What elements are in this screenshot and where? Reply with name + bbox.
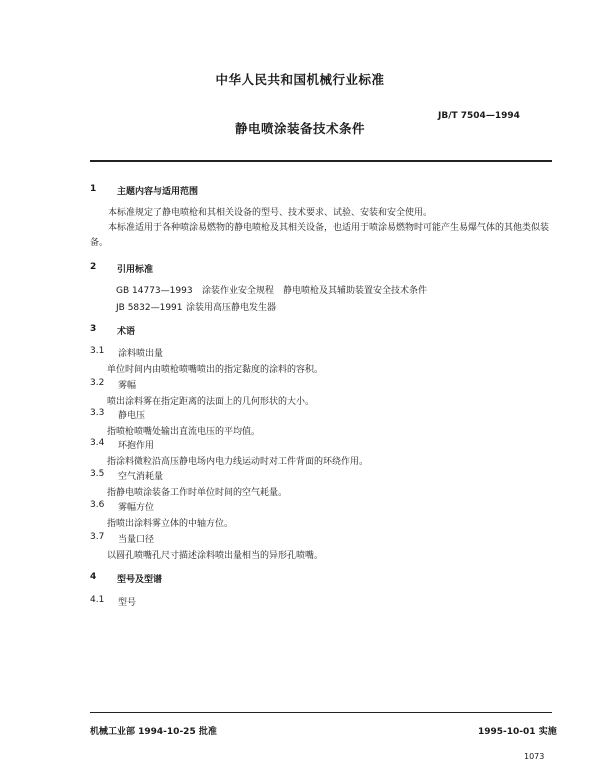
term-definition: 单位时间内由喷枪喷嘴喷出的指定黏度的涂料的容积。: [107, 365, 324, 375]
footer-rule: [90, 712, 552, 713]
effective-date: 1995-10-01 实施: [478, 727, 557, 737]
section-2-title: 引用标准: [117, 265, 154, 275]
term-name: 雾幅方位: [118, 503, 155, 513]
term-definition: 喷出涂料雾在指定距离的法面上的几何形状的大小。: [107, 397, 315, 407]
term-definition: 以圆孔喷嘴孔尺寸描述涂料喷出量相当的异形孔喷嘴。: [107, 551, 324, 561]
subsection-number: 4.1: [90, 595, 105, 605]
term-name: 环抱作用: [118, 441, 155, 451]
section-1-number: 1: [90, 184, 97, 194]
section-4-number: 4: [90, 572, 97, 582]
doc-title: 静电喷涂装备技术条件: [234, 121, 365, 136]
approval-date: 机械工业部 1994-10-25 批准: [90, 727, 217, 737]
term-definition: 指涂料微粒沿高压静电场内电力线运动时对工件背面的环绕作用。: [107, 457, 369, 467]
term-definition: 指静电喷涂装备工作时单位时间的空气耗量。: [107, 488, 288, 498]
page-number: 1073: [524, 752, 545, 761]
term-name: 空气消耗量: [118, 472, 164, 482]
header-rule: [90, 160, 552, 162]
reference-item: [116, 283, 427, 296]
org-title: 中华人民共和国机械行业标准: [215, 72, 385, 87]
section-4-title: 型号及型谱: [117, 575, 163, 585]
term-number: 3.7: [90, 532, 105, 542]
term-number: 3.6: [90, 500, 105, 510]
term-definition: 指喷出涂料雾立体的中轴方位。: [107, 519, 234, 529]
term-number: 3.1: [90, 346, 105, 356]
term-number: 3.3: [90, 408, 105, 418]
reference-name: 涂装用高压静电发生器: [186, 303, 277, 313]
section-3-title: 术语: [117, 327, 136, 337]
term-number: 3.4: [90, 438, 105, 448]
term-number: 3.2: [90, 378, 105, 388]
term-name: 涂料喷出量: [118, 349, 164, 359]
reference-name: 涂装作业安全规程 静电喷枪及其辅助装置安全技术条件: [202, 286, 428, 296]
section-3-number: 3: [90, 324, 97, 334]
subsection-title: 型号: [118, 598, 137, 608]
standard-code: JB/T 7504—1994: [438, 111, 520, 121]
section-1-para-2: 本标准适用于各种喷涂易燃物的静电喷枪及其相关设备，也适用于喷涂易燃物时可能产生易爆气体的其他类似装备。: [90, 223, 550, 248]
reference-item: [116, 300, 276, 313]
section-1-title: 主题内容与适用范围: [117, 187, 199, 197]
term-definition: 指喷枪喷嘴处输出直流电压的平均值。: [107, 427, 261, 437]
reference-code: JB 5832—1991: [116, 303, 183, 313]
term-name: 静电压: [118, 411, 146, 421]
reference-code: GB 14773—1993: [116, 286, 193, 296]
term-name: 当量口径: [118, 535, 155, 545]
term-name: 雾幅: [118, 381, 137, 391]
term-number: 3.5: [90, 469, 105, 479]
section-2-number: 2: [90, 262, 97, 272]
section-1-para-1: 本标准规定了静电喷枪和其相关设备的型号、技术要求、试验、安装和安全使用。: [108, 208, 433, 218]
